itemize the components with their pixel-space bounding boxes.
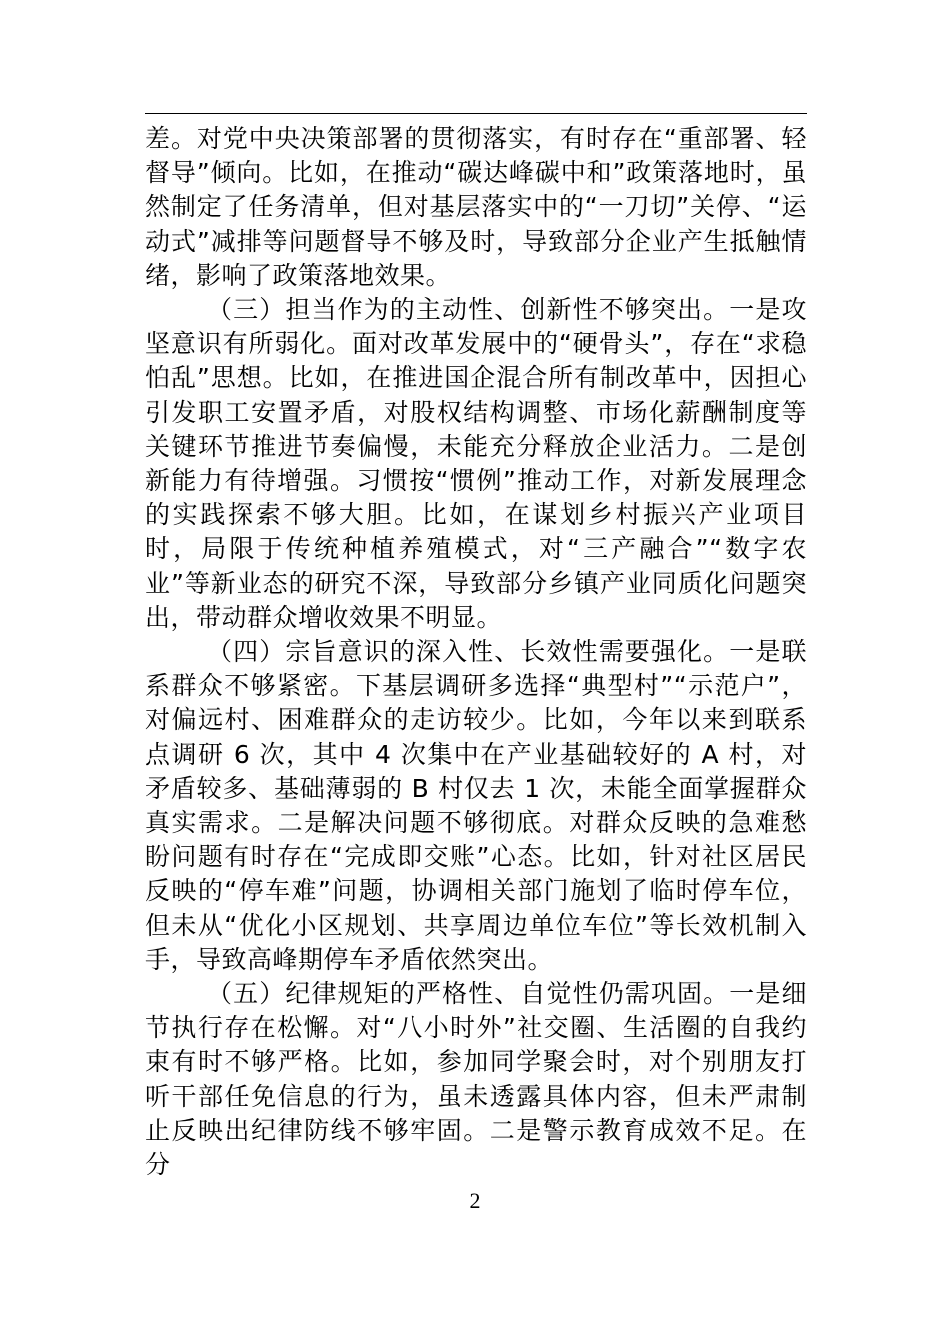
document-body [145,122,807,1182]
paragraph-continuation: 差。对党中央决策部署的贯彻落实，有时存在“重部署、轻督导”倾向。比如，在推动“碳达峰碳中和”政策落地时，虽然制定了任务清单，但对基层落实中的“一刀切”关停、“运动式”减排等问题督导不够及时，导致部分企业产生抵触情绪，影响了政策落地效果。 [145,124,807,290]
paragraph-section-3: （三）担当作为的主动性、创新性不够突出。一是攻坚意识有所弱化。面对改革发展中的“硬骨头”，存在“求稳怕乱”思想。比如，在推进国企混合所有制改革中，因担心引发职工安置矛盾，对股权结构调整、市场化薪酬制度等关键环节推进节奏偏慢，未能充分释放企业活力。二是创新能力有待增强。习惯按“惯例”推动工作，对新发展理念的实践探索不够大胆。比如，在谋划乡村振兴产业项目时，局限于传统种植养殖模式，对“三产融合”“数字农业”等新业态的研究不深，导致部分乡镇产业同质化问题突出，带动群众增收效果不明显。 [145,295,807,632]
page-number: 2 [469,1188,481,1213]
paragraph-section-5: （五）纪律规矩的严格性、自觉性仍需巩固。一是细节执行存在松懈。对“八小时外”社交圈、生活圈的自我约束有时不够严格。比如，参加同学聚会时，对个别朋友打听干部任免信息的行为，虽未透露具体内容，但未严肃制止反映出纪律防线不够牢固。二是警示教育成效不足。在分 [145,979,807,1180]
header-rule [145,113,807,114]
paragraph-section-4: （四）宗旨意识的深入性、长效性需要强化。一是联系群众不够紧密。下基层调研多选择“典型村”“示范户”，对偏远村、困难群众的走访较少。比如，今年以来到联系点调研 6 次，其中 4 次集中在产业基础较好的 A 村，对矛盾较多、基础薄弱的 B 村仅去 1 次，未能全面掌握群众真实需求。二是解决问题不够彻底。对群众反映的急难愁盼问题有时存在“完成即交账”心态。比如，针对社区居民反映的“停车难”问题，协调相关部门施划了临时停车位，但未从“优化小区规划、共享周边单位车位”等长效机制入手，导致高峰期停车矛盾依然突出。 [145,637,807,974]
